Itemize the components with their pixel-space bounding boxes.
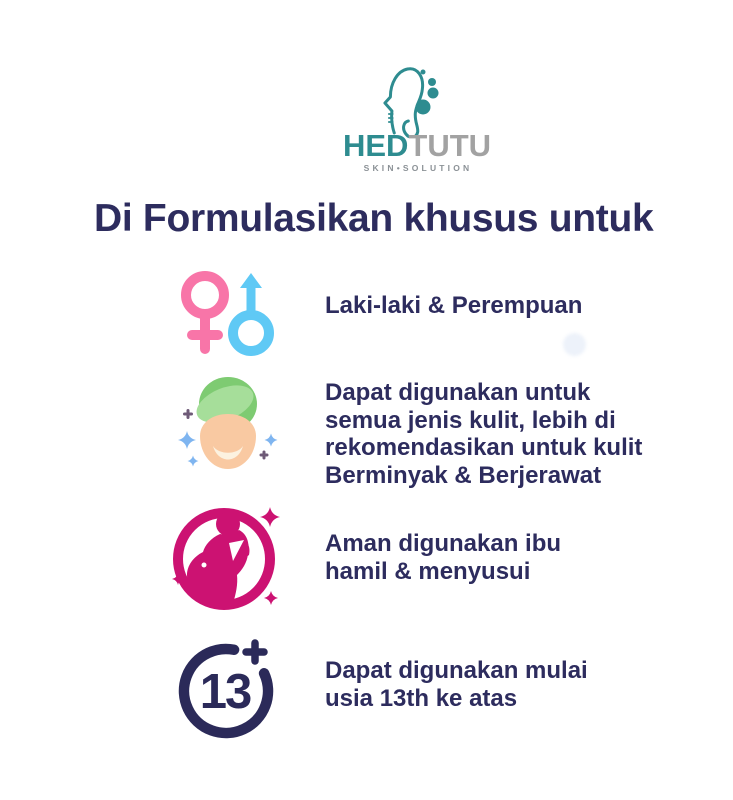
feature-line: hamil & menyusui: [325, 557, 531, 585]
brand-name-secondary: TUTU: [408, 128, 492, 163]
feature-line: Aman digunakan ibu: [325, 530, 562, 557]
feature-line: Dapat digunakan mulai: [325, 657, 588, 684]
logo-dots: [416, 70, 439, 115]
brand-wordmark: [339, 129, 495, 162]
feature-text-pregnancy: [325, 530, 561, 585]
feature-line: usia 13th ke atas: [325, 684, 518, 712]
age-13-plus-icon: [176, 637, 280, 747]
feature-text-age: [325, 657, 588, 712]
age-badge-number: 13: [199, 665, 251, 719]
pregnant-woman-icon: [167, 503, 281, 617]
feature-line: semua jenis kulit, lebih di: [325, 406, 616, 434]
page-title: Di Formulasikan khusus untuk: [94, 197, 654, 240]
male-symbol: [233, 273, 269, 351]
feature-text-gender: [325, 291, 582, 321]
navel-dot: [202, 563, 207, 568]
male-female-icon: [181, 266, 277, 360]
face-towel-icon: [178, 374, 278, 474]
feature-line: Laki-laki & Perempuan: [325, 292, 583, 319]
feature-text-skin-types: [325, 379, 642, 489]
brand-name-primary: HED: [342, 128, 409, 163]
decorative-bubble: [563, 333, 586, 356]
plus-sign: [246, 643, 264, 661]
feature-line: rekomendasikan untuk kulit: [325, 434, 643, 461]
face: [200, 414, 256, 469]
brand-tagline: SKIN•SOLUTION: [363, 163, 473, 173]
brand-head-logo-icon: [372, 58, 456, 138]
female-symbol: [186, 276, 224, 349]
feature-line: Berminyak & Berjerawat: [325, 461, 602, 489]
feature-line: Dapat digunakan untuk: [325, 379, 591, 406]
